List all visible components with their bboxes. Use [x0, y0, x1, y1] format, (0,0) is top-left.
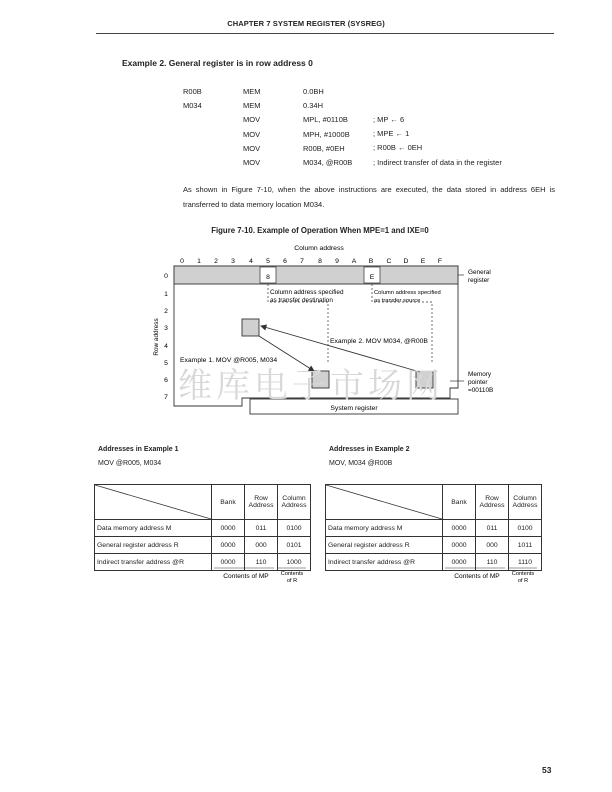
row-header: 6 — [164, 377, 168, 384]
watermark: 维库电子市场网 — [178, 368, 444, 405]
cell: 000 — [476, 537, 509, 554]
footer-r2: of R — [517, 578, 529, 584]
row-name: General register address R — [95, 537, 212, 554]
column-header: 7 — [300, 258, 304, 265]
row-name: Indirect transfer address @R — [95, 554, 212, 571]
table1-footer — [210, 565, 310, 587]
code-operands — [303, 85, 352, 170]
column-header: F — [437, 258, 443, 265]
memory-pointer-label-3: =00110B — [468, 387, 494, 394]
column-header: B — [368, 258, 374, 265]
code-comment: ; MP ← 6 — [373, 115, 405, 124]
cell-8-label: 8 — [266, 274, 270, 281]
row-header: 7 — [164, 394, 168, 401]
column-header: E — [420, 258, 426, 265]
table-header-row — [95, 485, 311, 520]
code-op: MOV — [243, 158, 261, 168]
addresses-example2-subtitle: MOV, M034 @R00B — [329, 460, 393, 467]
column-header: 5 — [266, 258, 270, 265]
code-label: R00B — [183, 87, 202, 96]
row-header: 3 — [164, 325, 168, 332]
cell: 110 — [476, 554, 509, 571]
dest-label-line2: as transfer destination — [270, 297, 333, 304]
cell: 1110 — [509, 554, 542, 571]
row-name: General register address R — [326, 537, 443, 554]
table-header-cell: Column Address — [278, 485, 311, 520]
table-row — [326, 537, 542, 554]
code-operand: R00B, #0EH — [303, 143, 345, 153]
row-header: 4 — [164, 343, 168, 350]
cell-m034 — [242, 319, 259, 336]
column-header: 6 — [283, 258, 287, 265]
diagonal-corner — [326, 485, 443, 520]
diagonal-corner — [95, 485, 212, 520]
table-header-cell: Bank — [212, 485, 245, 520]
column-header: D — [403, 258, 409, 265]
table2-footer — [441, 565, 541, 587]
row-name: Data memory address M — [95, 520, 212, 537]
cell: 0100 — [509, 520, 542, 537]
explanation-paragraph: As shown in Figure 7-10, when the above instructions are executed, the data stored in address 6EH is transferred to data memory location M034. — [183, 185, 555, 209]
src-label-line2: as transfer source — [374, 298, 421, 304]
code-op: MEM — [243, 87, 261, 96]
table-row — [95, 537, 311, 554]
row-headers — [164, 273, 168, 401]
row-name: Data memory address M — [326, 520, 443, 537]
general-register-label-1: General — [468, 269, 491, 276]
code-labels — [183, 85, 202, 113]
code-comment: ; Indirect transfer of data in the register — [373, 157, 502, 167]
address-table-example1 — [94, 484, 311, 571]
code-op: MOV — [243, 129, 261, 139]
table-header-cell: Row Address — [245, 485, 278, 520]
addresses-example1-title: Addresses in Example 1 — [98, 446, 179, 453]
table-header-cell: Row Address — [476, 485, 509, 520]
row-header: 0 — [164, 273, 168, 280]
column-axis-label: Column address — [294, 245, 344, 252]
column-header: 8 — [318, 258, 322, 265]
column-header: 9 — [335, 258, 339, 265]
cell: 1011 — [509, 537, 542, 554]
row-header: 1 — [164, 291, 168, 298]
column-header: A — [351, 258, 357, 265]
cell: 0000 — [212, 537, 245, 554]
code-comment: ; R00B ← 0EH — [373, 143, 423, 153]
general-register-row — [174, 266, 458, 284]
column-header: 4 — [249, 258, 253, 265]
example2-label: Example 2. MOV M034, @R00B — [330, 338, 428, 345]
page-number: 53 — [542, 765, 552, 775]
column-header: 1 — [197, 258, 201, 265]
dest-label-line1: Column address specified — [270, 289, 344, 296]
chapter-header: CHAPTER 7 SYSTEM REGISTER (SYSREG) — [227, 19, 385, 28]
cell: 0000 — [443, 520, 476, 537]
code-label: M034 — [183, 101, 202, 111]
cell-e-label: E — [369, 274, 375, 281]
footer-r1: Contents — [511, 571, 535, 577]
table-row — [95, 520, 311, 537]
code-op: MOV — [243, 115, 261, 125]
src-label-line1: Column address specified — [374, 290, 441, 296]
code-comment: ; MPE ← 1 — [373, 129, 410, 139]
code-ops — [243, 85, 261, 170]
table-header-cell: Column Address — [509, 485, 542, 520]
row-name: Indirect transfer address @R — [326, 554, 443, 571]
column-header: C — [386, 258, 392, 265]
cell: 0000 — [443, 537, 476, 554]
figure-title: Figure 7-10. Example of Operation When MPE=1 and IXE=0 — [211, 226, 429, 235]
code-operand: MPH, #1000B — [303, 129, 350, 139]
code-operand: 0.34H — [303, 101, 324, 111]
memory-pointer-label-2: pointer — [468, 379, 488, 386]
general-register-label-2: register — [468, 277, 490, 284]
cell: 110 — [245, 554, 278, 571]
row-axis-label: Row address — [153, 318, 160, 356]
table-header-row — [326, 485, 542, 520]
row-header: 5 — [164, 360, 168, 367]
cell: 0100 — [278, 520, 311, 537]
example1-label: Example 1. MOV @R005, M034 — [180, 357, 278, 364]
addresses-example1-subtitle: MOV @R005, M034 — [98, 460, 162, 467]
cell: 011 — [245, 520, 278, 537]
cell: 1000 — [278, 554, 311, 571]
address-table-example2 — [325, 484, 542, 571]
addresses-example2-title: Addresses in Example 2 — [329, 446, 410, 453]
cell: 0101 — [278, 537, 311, 554]
example-title: Example 2. General register is in row address 0 — [122, 58, 313, 68]
code-operand: 0.0BH — [303, 87, 324, 96]
system-register-label: System register — [330, 405, 378, 412]
table-row — [326, 520, 542, 537]
footer-mp: Contents of MP — [223, 573, 269, 580]
cell: 0000 — [212, 520, 245, 537]
row-header: 2 — [164, 308, 168, 315]
memory-pointer-label-1: Memory — [468, 371, 492, 378]
footer-mp: Contents of MP — [454, 573, 500, 580]
column-header: 3 — [231, 258, 235, 265]
header-rule — [96, 33, 554, 34]
code-op: MOV — [243, 143, 261, 153]
footer-r2: of R — [286, 578, 298, 584]
cell: 000 — [245, 537, 278, 554]
footer-r1: Contents — [280, 571, 304, 577]
column-header: 0 — [180, 258, 184, 265]
cell: 011 — [476, 520, 509, 537]
code-operand: MPL, #0110B — [303, 115, 348, 125]
column-header: 2 — [214, 258, 218, 265]
code-comments — [373, 113, 502, 170]
code-op: MEM — [243, 101, 261, 111]
cell: 0000 — [443, 554, 476, 571]
column-headers — [180, 258, 442, 265]
table-header-cell: Bank — [443, 485, 476, 520]
cell: 0000 — [212, 554, 245, 571]
code-operand: M034, @R00B — [303, 158, 353, 168]
